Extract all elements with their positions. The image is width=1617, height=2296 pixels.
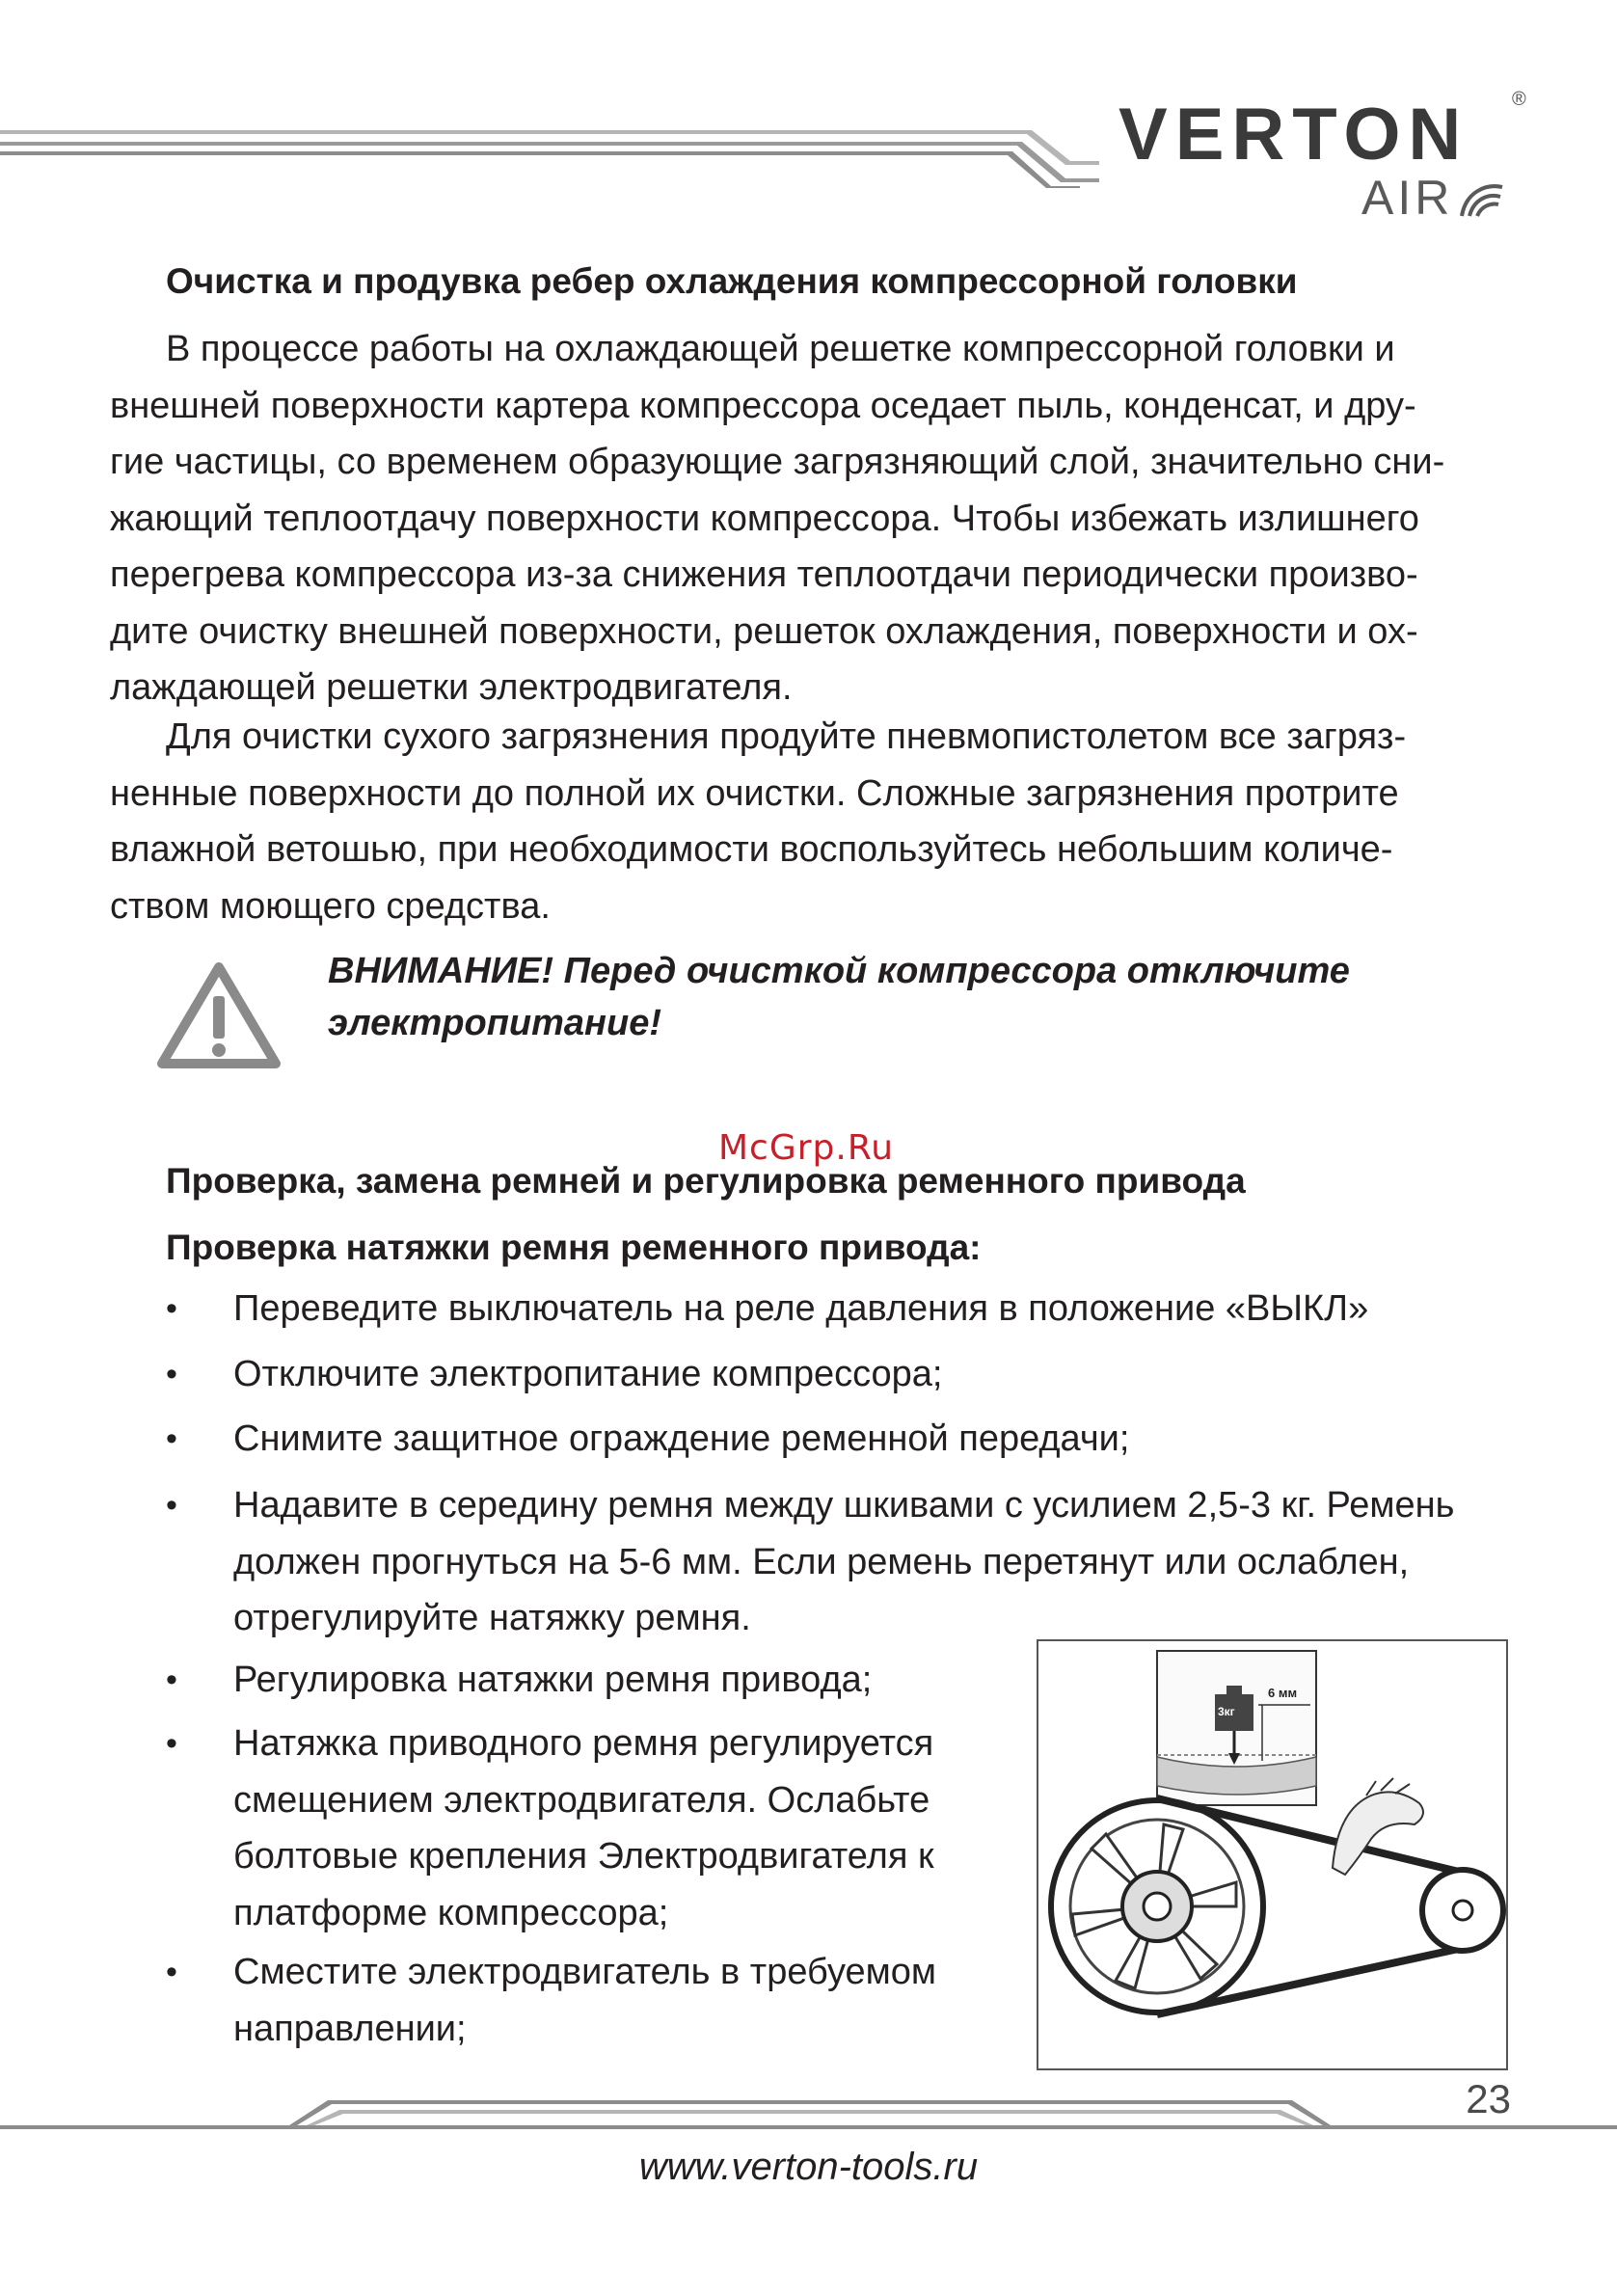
logo-sub-text: AIR <box>1361 171 1454 225</box>
registered-mark: ® <box>1512 89 1526 110</box>
paragraph-line: внешней поверхности картера компрессора оседает пыль, конденсат, и дру- <box>110 385 1416 426</box>
list-line: Переведите выключатель на реле давления в положение «ВЫКЛ» <box>233 1288 1369 1329</box>
warning-line: ВНИМАНИЕ! Перед очисткой компрессора отключите <box>328 951 1350 991</box>
list-item-text <box>233 1346 1506 1403</box>
list-line: Снимите защитное ограждение ременной передачи; <box>233 1418 1130 1459</box>
list-item-text <box>233 1281 1506 1337</box>
bullet-marker: • <box>166 1954 177 1990</box>
footer-stripes <box>0 2091 1617 2139</box>
list-line: отрегулируйте натяжку ремня. <box>233 1598 751 1638</box>
warning-text <box>328 945 1485 1049</box>
warning-line: электропитание! <box>328 1003 662 1043</box>
watermark: McGrp.Ru <box>718 1128 895 1168</box>
list-item-text <box>233 1652 1005 1709</box>
weight-label: 3кг <box>1218 1705 1235 1718</box>
bullet-marker: • <box>166 1487 177 1524</box>
paragraph-line: Для очистки сухого загрязнения продуйте пневмопистолетом все загряз- <box>166 716 1407 757</box>
cleaning-paragraph-2 <box>110 709 1508 934</box>
list-item-text <box>233 1944 1005 2057</box>
belt-drive-figure <box>1037 1639 1508 2070</box>
paragraph-line: влажной ветошью, при необходимости воспользуйтесь небольшим количе- <box>110 829 1393 870</box>
header-stripes <box>0 121 1099 188</box>
paragraph-line: жающий теплоотдачу поверхности компрессора. Чтобы избежать излишнего <box>110 498 1419 539</box>
warning-icon <box>156 959 282 1070</box>
list-line: должен прогнуться на 5-6 мм. Если ремень перетянут или ослаблен, <box>233 1541 1410 1582</box>
list-line: болтовые крепления Электродвигателя к <box>233 1836 934 1877</box>
section-heading-belts: Проверка, замена ремней и регулировка ременного привода <box>166 1161 1246 1201</box>
list-line: Отключите электропитание компрессора; <box>233 1354 943 1394</box>
bullet-marker: • <box>166 1290 177 1327</box>
paragraph-line: В процессе работы на охлаждающей решетке компрессорной головки и <box>166 329 1395 369</box>
page-number: 23 <box>1466 2076 1511 2121</box>
bullet-marker: • <box>166 1725 177 1762</box>
paragraph-line: гие частицы, со временем образующие загрязняющий слой, значительно сни- <box>110 442 1445 482</box>
subheading-belt-tension: Проверка натяжки ремня ременного привода: <box>166 1228 982 1267</box>
air-swirl-icon <box>1458 177 1506 220</box>
list-line: смещением электродвигателя. Ослабьте <box>233 1779 930 1821</box>
cleaning-paragraph-1 <box>110 321 1508 716</box>
list-line: Надавите в середину ремня между шкивами с усилием 2,5-3 кг. Ремень <box>233 1485 1455 1526</box>
paragraph-line: лаждающей решетки электродвигателя. <box>110 667 793 708</box>
list-line: Сместите электродвигатель в требуемом <box>233 1952 937 1992</box>
bullet-marker: • <box>166 1661 177 1698</box>
deflection-label: 6 мм <box>1268 1686 1298 1700</box>
list-line: Натяжка приводного ремня регулируется <box>233 1723 934 1764</box>
list-line: направлении; <box>233 2008 467 2049</box>
list-line: платформе компрессора; <box>233 1892 669 1933</box>
bullet-marker: • <box>166 1356 177 1392</box>
bullet-marker: • <box>166 1420 177 1457</box>
paragraph-line: ненные поверхности до полной их очистки. Сложные загрязнения протрите <box>110 772 1399 814</box>
website-link[interactable]: www.verton-tools.ru <box>638 2146 979 2188</box>
list-item-text <box>233 1477 1508 1647</box>
paragraph-line: дите очистку внешней поверхности, решеток охлаждения, поверхности и ох- <box>110 610 1418 652</box>
list-item-text <box>233 1411 1506 1468</box>
logo-text: VERTON <box>1118 94 1469 176</box>
brand-logo <box>1118 96 1469 174</box>
belt-drive-illustration <box>1038 1641 1506 2068</box>
paragraph-line: ством моющего средства. <box>110 885 551 927</box>
list-line: Регулировка натяжки ремня привода; <box>233 1660 873 1700</box>
section-heading-cleaning: Очистка и продувка ребер охлаждения компрессорной головки <box>166 261 1298 301</box>
list-item-text <box>233 1715 1005 1941</box>
paragraph-line: перегрева компрессора из-за снижения теплоотдачи периодически произво- <box>110 554 1418 595</box>
